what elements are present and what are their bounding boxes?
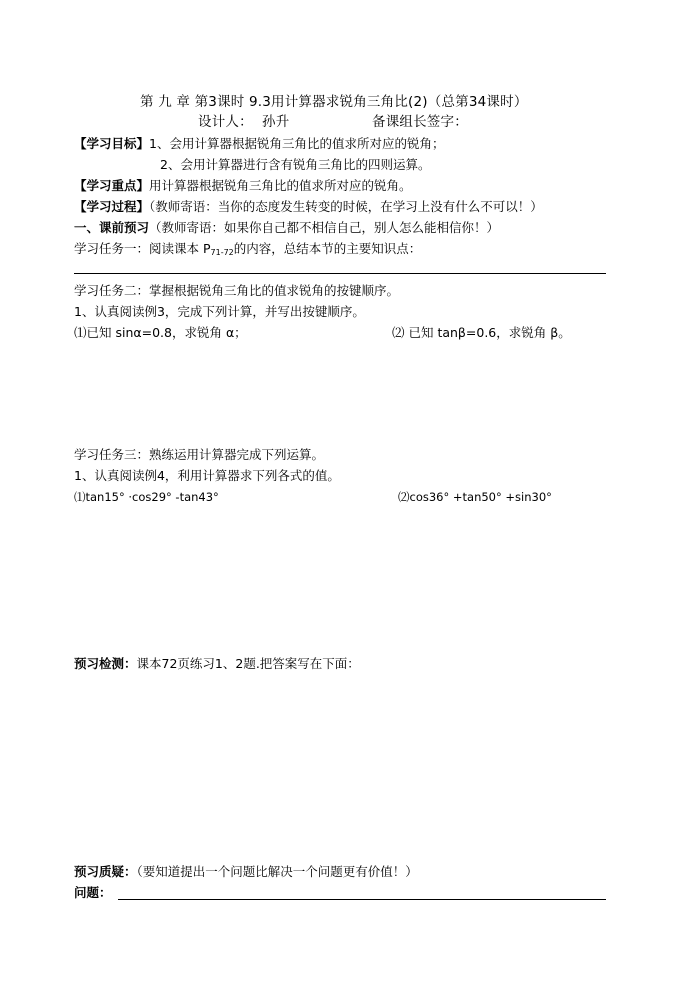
goals-label: 【学习目标】	[74, 136, 150, 151]
process-text: （教师寄语：当你的态度发生转变的时候，在学习上没有什么不可以！）	[149, 199, 543, 214]
task2-question-2: ⑵ 已知 tanβ=0.6，求锐角 β。	[392, 325, 571, 340]
preview-quote: （教师寄语：如果你自己都不相信自己，别人怎么能相信你！）	[149, 220, 500, 235]
task1-answer-line	[74, 273, 606, 274]
task3-heading: 学习任务三：熟练运用计算器完成下列运算。	[74, 447, 325, 462]
designer-label: 设计人：	[198, 114, 253, 130]
task3-instruction: 1、认真阅读例4，利用计算器求下列各式的值。	[74, 468, 340, 483]
task3-question-1: ⑴tan15° ·cos29° -tan43°	[74, 490, 219, 504]
check-text: 课本72页练习1、2题.把答案写在下面：	[136, 656, 360, 671]
focus-text: 用计算器根据锐角三角比的值求所对应的锐角。	[149, 178, 412, 193]
question-answer-line	[118, 899, 606, 900]
focus-label: 【学习重点】	[74, 178, 150, 193]
doubts-text: （要知道提出一个问题比解决一个问题更有价值！）	[136, 864, 418, 879]
goals-row	[74, 136, 444, 152]
process-row	[74, 199, 543, 215]
process-label: 【学习过程】	[74, 199, 150, 214]
task2-heading: 学习任务二：掌握根据锐角三角比的值求锐角的按键顺序。	[74, 283, 400, 298]
task3-question-2: ⑵cos36° +tan50° +sin30°	[398, 490, 552, 504]
question-label: 问题：	[74, 885, 112, 900]
task2-instruction: 1、认真阅读例3，完成下列计算，并写出按键顺序。	[74, 304, 365, 319]
designer-name: 孙升	[262, 114, 290, 130]
check-label: 预习检测：	[74, 656, 137, 671]
task1-suffix: 的内容，总结本节的主要知识点：	[233, 241, 422, 256]
focus-row	[74, 178, 412, 194]
goals-item-1: 1、会用计算器根据锐角三角比的值求所对应的锐角；	[149, 136, 445, 151]
check-row	[74, 656, 360, 672]
doubts-label: 预习质疑：	[74, 864, 137, 879]
signature-label: 备课组长签字：	[372, 114, 468, 130]
preview-row	[74, 220, 499, 236]
doubts-row	[74, 864, 418, 880]
task1-pages: 71-72	[210, 248, 234, 257]
task1-row	[74, 241, 421, 261]
page-title: 第 九 章 第3课时 9.3用计算器求锐角三角比(2)（总第34课时）	[140, 94, 528, 110]
task1-prefix: 学习任务一：阅读课本 P	[74, 241, 211, 256]
task2-question-1: ⑴已知 sinα=0.8，求锐角 α；	[74, 325, 247, 340]
preview-heading: 一、课前预习	[74, 220, 150, 235]
goals-item-2: 2、会用计算器进行含有锐角三角比的四则运算。	[160, 157, 431, 172]
